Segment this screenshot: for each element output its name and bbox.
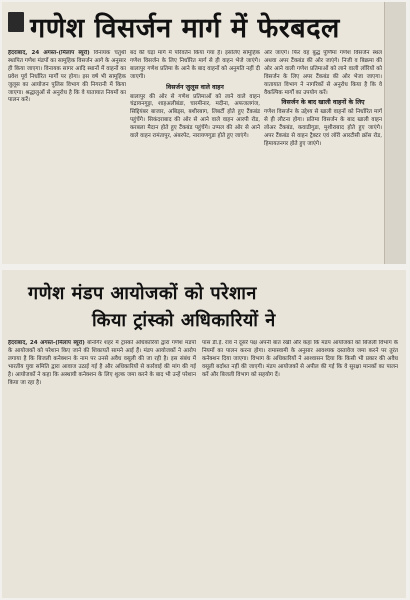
article-column-2 — [202, 340, 398, 592]
subheading: विसर्जन के बाद खाली वाहनों के लिए — [281, 99, 365, 107]
article-column-1 — [8, 50, 126, 260]
news-clipping-transco — [2, 270, 406, 598]
column-text-2: गणेश विसर्जन के उद्देश्य से खाली वाहनों को निर्धारित मार्ग से ही लौटना होगा। प्रतिमा विसर्जन के बाद खाली वाहन लोअर टैंकबंड, कवाडीगुडा, मुशीराबाद होते हुए जाएंगे। अपर टैंकबंड से वाहन ट्रैक्टर एवं लॉरी आरटीसी क्रॉस रोड, हिमायतनगर होते हुए जाएंगे। — [264, 109, 382, 147]
column-text: पास डी.ई. राव ने दूसरे पक्ष अपनी बात रखी और कहा कि मंडप आयोजकों को बिजली विभाग के नियमों का पालन करना होगा। रामास्वामी के अनुसार आवश्यक दस्तावेज जमा करने पर तुरंत कनेक्शन दिया जाएगा। विभाग के अधिकारियों ने आश्वासन दिया कि किसी भी प्रकार की अवैध वसूली बर्दाश्त नहीं की जाएगी। मंडप आयोजकों से अपील की गई कि वे सुरक्षा मानकों का पालन करें और बिजली विभाग को सहयोग दें। — [202, 340, 398, 378]
article-column-2 — [130, 50, 260, 260]
column-text: ओर जाएंगे। फिर वह बुद्ध पूर्णिमा गणेश विसर्जन स्थल अथवा अपर टैंकबंड की ओर जाएंगे। निजी व बिक्रमा की ओर आने वाली गणेश प्रतिमाओं को लाने वाली लॉरियों को विसर्जन के लिए अपर टैंकबंड की ओर भेजा जाएगा। यातायात विभाग ने नागरिकों से अनुरोध किया है कि वे वैकल्पिक मार्गों का उपयोग करें। — [264, 50, 382, 96]
column-text: विनायक चतुर्थी स्थापित गणेश मंडपों का सामूहिक विसर्जन आगे के अनुसार ही किया जाएगा। विनायक सागर आदि स्थानों में वाहनों का प्रवेश पूर्व निर्धारित मार्गों पर होगा। इस वर्ष भी सामूहिक जुलूस का आयोजन पुलिस विभाग की निगरानी में किया जाएगा। श्रद्धालुओं से अनुरोध है कि वे यातायात नियमों का पालन करें। — [8, 50, 126, 104]
ink-mark — [8, 12, 24, 32]
news-clipping-ganesh-visarjan — [2, 2, 406, 264]
headline: गणेश विसर्जन मार्ग में फेरबदल — [30, 13, 340, 44]
dateline: हैदराबाद, 24 अगस्त-(मिलाप ब्यूरो) — [8, 50, 90, 56]
column-text: बोनगिर शहर में ट्रांस्को अधिकारियों द्वारा गणेश मंडपों के आयोजकों को परेशान किए जाने की शिकायतें सामने आई हैं। मंडप आयोजकों ने आरोप लगाया है कि बिजली कनेक्शन के नाम पर उनसे अवैध वसूली की जा रही है। इस संबंध में भारतीय युवा समिति द्वारा आवाज उठाई गई है और अधिकारियों से कार्रवाई की मांग की गई है। आयोजकों ने कहा कि अस्थायी कनेक्शन के लिए शुल्क जमा करने के बाद भी उन्हें परेशान किया जा रहा है। — [8, 340, 196, 386]
subheading: विसर्जन जुलूस वाले वाहन — [166, 83, 224, 91]
column-text: बंद की घड़ा मार्ग में परिवर्तन किया गया है। इसलिए सामूहिक गणेश विसर्जन के लिए निर्धारित मार्ग से ही वाहन भेजे जाएंगे। बालापुर गणेश प्रतिमा के आने के बाद वाहनों को अनुमति नहीं दी जाएगी। — [130, 50, 260, 80]
dateline: हैदराबाद, 24 अगस्त-(मिलाप ब्यूरो) — [8, 340, 85, 346]
article-column-3 — [264, 50, 382, 260]
headline-line-1: गणेश मंडप आयोजकों को परेशान — [28, 283, 257, 304]
article-column-1 — [8, 340, 196, 592]
headline-line-2: किया ट्रांस्को अधिकारियों ने — [92, 310, 276, 331]
column-text-2: बालापुर की ओर से गणेश प्रतिमाओं को लाने वाले वाहन चंद्रायनगुट्टा, शाहअलीबंडा, चारमीनार, मदीना, अफजलगंज, सिद्दियंबर बाजार, अबिड्स, बशीरबाग, लिबर्टी होते हुए टैंकबंड पहुंचेंगे। सिकंदराबाद की ओर से आने वाले वाहन आरपी रोड, करबला मैदान होते हुए टैंकबंड पहुंचेंगे। उप्पल की ओर से आने वाले वाहन रामंतापुर, अंबरपेट, नारायणगुडा होते हुए जाएंगे। — [130, 93, 260, 140]
adjacent-clipping-strip — [384, 2, 406, 264]
